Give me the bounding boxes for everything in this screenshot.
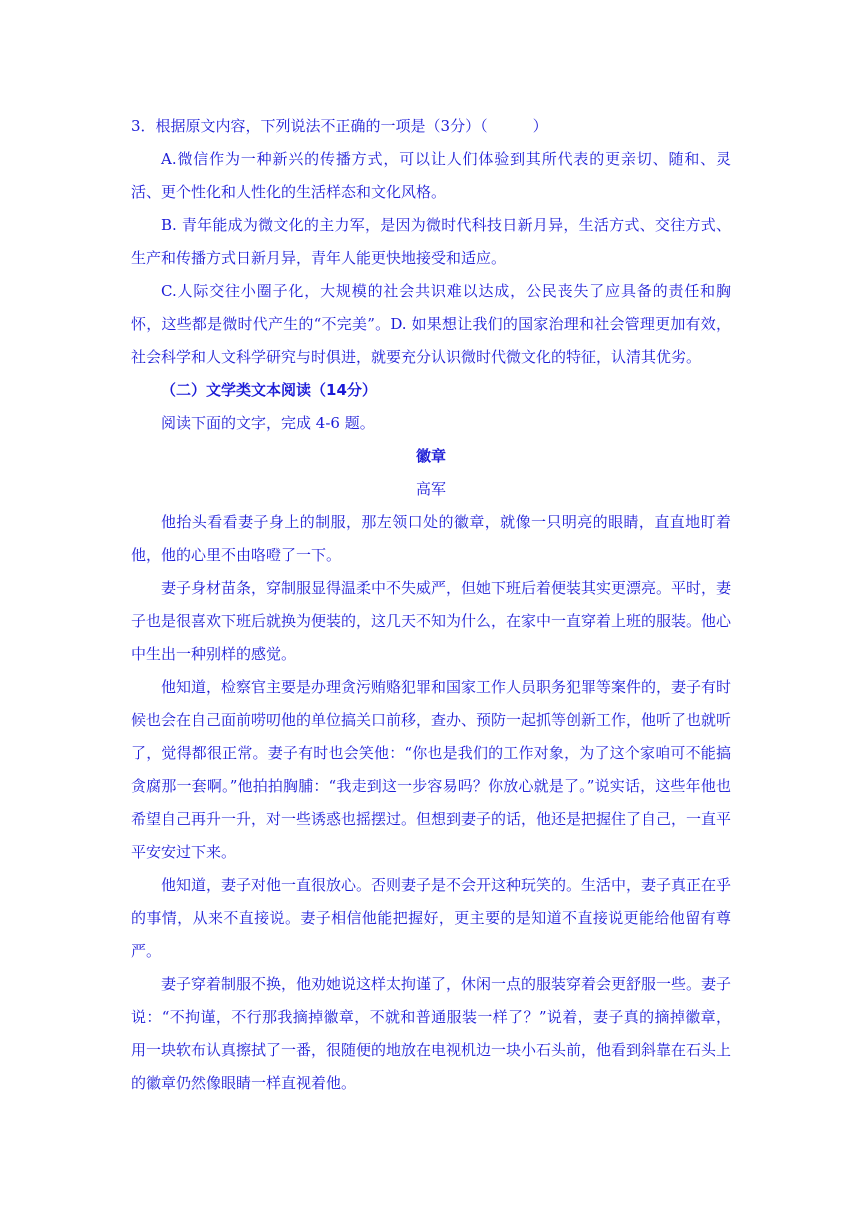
question-stem: 3．根据原文内容，下列说法不正确的一项是（3分）（ ） xyxy=(131,117,548,135)
story-title: 徽章 xyxy=(415,447,446,465)
story-paragraph: 他知道，妻子对他一直很放心。否则妻子是不会开这种玩笑的。生活中，妻子真正在乎的事情，从来不直接说。妻子相信他能把握好，更主要的是知道不直接说更能给他留有尊严。 xyxy=(131,876,732,960)
option-b: B. 青年能成为微文化的主力军，是因为微时代科技日新月异，生活方式、交往方式、生产和传播方式日新月异，青年人能更快地接受和适应。 xyxy=(131,216,731,267)
story-paragraph: 他抬头看看妻子身上的制服，那左领口处的徽章，就像一只明亮的眼睛，直直地盯着他，他的心里不由咯噔了一下。 xyxy=(131,513,731,564)
story-author: 高军 xyxy=(415,480,446,498)
section-heading: （二）文学类文本阅读（14分） xyxy=(161,381,377,399)
story-paragraph: 他知道，检察官主要是办理贪污贿赂犯罪和国家工作人员职务犯罪等案件的，妻子有时候也会在自己面前唠叨他的单位搞关口前移，查办、预防一起抓等创新工作，他听了也就听了，觉得都很正常。妻子有时也会笑他：“你也是我们的工作对象，为了这个家咱可不能搞贪腐那一套啊。”他拍拍胸脯：“我走到这一步容易吗？你放心就是了。”说实话，这些年他也希望自己再升一升，对一些诱惑也摇摆过。但想到妻子的话，他还是把握住了自己，一直平平安安过下来。 xyxy=(131,678,732,861)
story-paragraph: 妻子穿着制服不换，他劝她说这样太拘谨了，休闲一点的服装穿着会更舒服一些。妻子说：“不拘谨，不行那我摘掉徽章，不就和普通服装一样了？”说着，妻子真的摘掉徽章，用一块软布认真擦拭了一番，很随便的地放在电视机边一块小石头前，他看到斜靠在石头上的徽章仍然像眼睛一样直视着他。 xyxy=(131,975,732,1092)
reading-instruction: 阅读下面的文字，完成 4-6 题。 xyxy=(161,414,375,432)
story-paragraph: 妻子身材苗条，穿制服显得温柔中不失威严，但她下班后着便装其实更漂亮。平时，妻子也是很喜欢下班后就换为便装的，这几天不知为什么，在家中一直穿着上班的服装。他心中生出一种别样的感觉。 xyxy=(131,579,732,663)
option-c-and-d: C.人际交往小圈子化，大规模的社会共识难以达成，公民丧失了应具备的责任和胸怀，这些都是微时代产生的“不完美”。D. 如果想让我们的国家治理和社会管理更加有效，社会科学和人文科学研究与时俱进，就要充分认识微时代微文化的特征，认清其优劣。 xyxy=(131,282,731,366)
option-a: A.微信作为一种新兴的传播方式，可以让人们体验到其所代表的更亲切、随和、灵活、更个性化和人性化的生活样态和文化风格。 xyxy=(131,150,731,201)
